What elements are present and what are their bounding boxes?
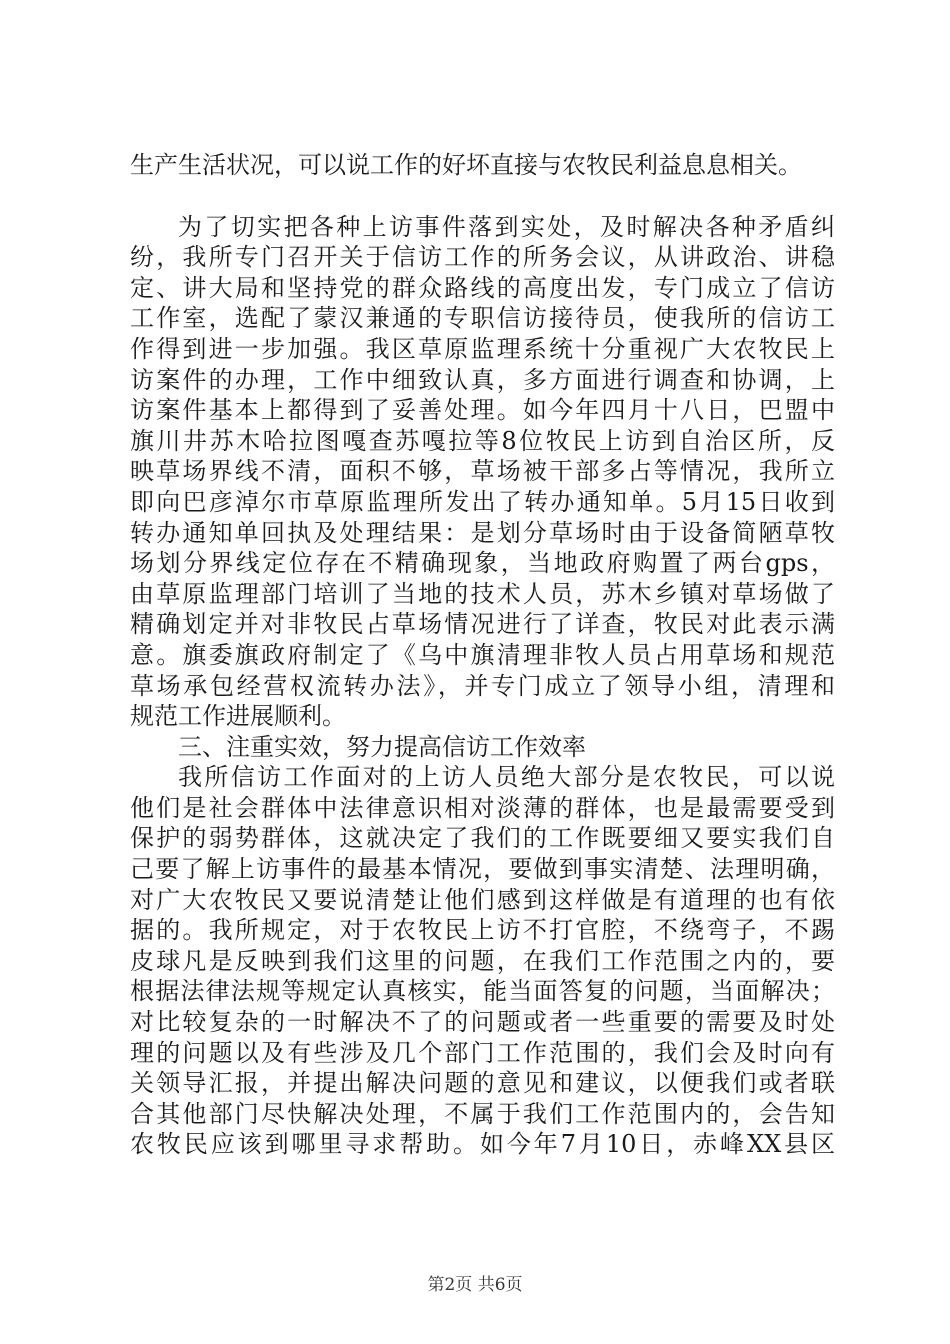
text-line: 访案件的办理，工作中细致认真，多方面进行调查和协调，上 — [130, 365, 835, 394]
paragraph-3 — [130, 762, 835, 1160]
text-line: 工作室，选配了蒙汉兼通的专职信访接待员，使我所的信访工 — [130, 304, 835, 333]
text-line: 定、讲大局和坚持党的群众路线的高度出发，专门成立了信访 — [130, 273, 835, 302]
paragraph-spacer — [130, 181, 835, 212]
text-line: 访案件基本上都得到了妥善处理。如今年四月十八日，巴盟中 — [130, 396, 835, 425]
text-line: 合其他部门尽快解决处理，不属于我们工作范围内的，会告知 — [130, 1099, 835, 1128]
text-line: 由草原监理部门培训了当地的技术人员，苏木乡镇对草场做了 — [130, 579, 835, 608]
text-line: 对广大农牧民又要说清楚让他们感到这样做是有道理的也有依 — [130, 885, 835, 914]
document-body — [130, 150, 835, 1160]
text-line: 保护的弱势群体，这就决定了我们的工作既要细又要实我们自 — [130, 824, 835, 853]
text-line: 转办通知单回执及处理结果：是划分草场时由于设备简陋草牧 — [130, 518, 835, 547]
text-line: 我所信访工作面对的上访人员绝大部分是农牧民，可以说 — [178, 763, 835, 792]
text-line: 农牧民应该到哪里寻求帮助。如今年7月10日，赤峰XX县区 — [130, 1130, 835, 1159]
text-line: 为了切实把各种上访事件落到实处，及时解决各种矛盾纠 — [178, 212, 835, 241]
text-line: 纷，我所专门召开关于信访工作的所务会议，从讲政治、讲稳 — [130, 243, 835, 272]
text-line: 旗川井苏木哈拉图嘎查苏嘎拉等8位牧民上访到自治区所，反 — [130, 426, 835, 455]
text-line: 即向巴彦淖尔市草原监理所发出了转办通知单。5月15日收到 — [130, 487, 835, 516]
section-heading: 三、注重实效，努力提高信访工作效率 — [178, 732, 586, 761]
text-line: 映草场界线不清，面积不够，草场被干部多占等情况，我所立 — [130, 457, 835, 486]
text-line: 根据法律法规等规定认真核实，能当面答复的问题，当面解决； — [130, 977, 835, 1006]
text-line: 皮球凡是反映到我们这里的问题，在我们工作范围之内的，要 — [130, 946, 835, 975]
text-line: 理的问题以及有些涉及几个部门工作范围的，我们会及时向有 — [130, 1038, 835, 1067]
text-line: 己要了解上访事件的最基本情况，要做到事实清楚、法理明确， — [130, 855, 835, 884]
text-line: 精确划定并对非牧民占草场情况进行了详查，牧民对此表示满 — [130, 610, 835, 639]
text-line: 生产生活状况，可以说工作的好坏直接与农牧民利益息息相关。 — [130, 151, 802, 179]
paragraph-2 — [130, 212, 835, 732]
paragraph-1 — [130, 150, 835, 181]
text-line: 意。旗委旗政府制定了《乌中旗清理非牧人员占用草场和规范 — [130, 640, 835, 669]
text-line: 场划分界线定位存在不精确现象，当地政府购置了两台gps， — [130, 549, 835, 578]
text-line: 他们是社会群体中法律意识相对淡薄的群体，也是最需要受到 — [130, 793, 835, 822]
text-line: 作得到进一步加强。我区草原监理系统十分重视广大农牧民上 — [130, 334, 835, 363]
text-line: 据的。我所规定，对于农牧民上访不打官腔，不绕弯子，不踢 — [130, 916, 835, 945]
text-line: 对比较复杂的一时解决不了的问题或者一些重要的需要及时处 — [130, 1008, 835, 1037]
text-line: 规范工作进展顺利。 — [130, 702, 346, 731]
text-line: 草场承包经营权流转办法》，并专门成立了领导小组，清理和 — [130, 671, 835, 700]
page-indicator: 第2页 共6页 — [427, 1275, 523, 1295]
text-line: 关领导汇报，并提出解决问题的意见和建议，以便我们或者联 — [130, 1069, 835, 1098]
page-footer — [0, 1270, 950, 1295]
